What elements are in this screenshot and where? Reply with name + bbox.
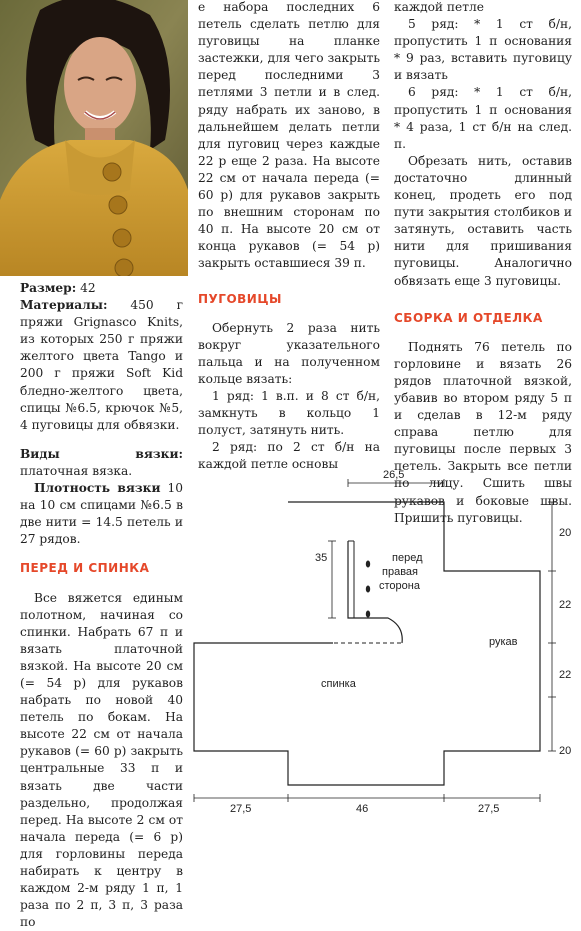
size-label: Размер: [20,281,76,295]
types-text: платочная вязка. [20,464,132,478]
size-value: 42 [80,281,96,295]
column-3 [394,0,572,527]
dim-right-1: 20 [559,527,571,539]
pattern-diagram [188,458,581,821]
model-photo-image [0,0,188,276]
assembly-text: Поднять 76 петель по горловине и вязать 26 рядов платочной вязкой, убавив во втором ряду 5 п и сделав в 12-м ряду справа петлю для пуговицы после первых 3 петель. Закрыть все петли по лицу. Сшить швы рукавов и боковые швы. Пришить пуговицы. [394,339,572,527]
model-photo [0,0,188,276]
size-line [20,280,183,297]
buttonhole-3 [366,611,370,618]
density-text: 10 на 10 см спицами №6.5 в две нити = 14.5 петель и 27 рядов. [20,481,183,546]
buttons-heading: ПУГОВИЦЫ [198,291,380,308]
dim-right-4: 20 [559,745,571,757]
density-line [20,480,183,548]
row5-text: 5 ряд: * 1 ст б/н, пропустить 1 п основания * 9 раз, вставить пуговицу и вязать [394,16,572,84]
types-label: Виды вязки: [20,447,183,461]
dim-front-height: 35 [315,552,327,564]
buttonhole-1 [366,561,370,568]
dim-top-width: 26,5 [383,469,404,481]
materials-label: Материалы: [20,298,107,312]
types-line [20,446,183,480]
buttons-row1: 1 ряд: 1 в.п. и 8 ст б/н, замкнуть в кольцо 1 полуст, затянуть нить. [198,388,380,439]
column-1 [20,280,183,931]
label-front-2: правая [382,566,418,578]
materials-line [20,297,183,434]
col3-top: каждой петле [394,0,572,16]
label-back: спинка [321,678,357,690]
buttonhole-2 [366,586,370,593]
dim-bottom-3: 27,5 [478,803,499,815]
label-front-3: сторона [379,580,421,592]
column-2 [198,0,380,473]
dim-bottom-2: 46 [356,803,368,815]
row6-text: 6 ряд: * 1 ст б/н, пропустить 1 п основания * 4 раза, 1 ст б/н на след. п. [394,84,572,152]
front-back-body: Все вяжется единым полотном, начиная со спинки. Набрать 67 п и вязать платочной вязкой. На высоте 20 см (= 54 р) для рукавов набрать по новой 40 петель по бокам. На высоте 22 см от начала рукавов (= 60 р) закрыть центральные 33 п и вязать две части раздельно, продолжая перед. На высоте 2 см от начала переда (= 6 р) для горловины переда набирать к центру в каждом 2-м ряду 1 п, 1 раза по 2 п, 3 п, 3 раза по [20,590,183,931]
label-sleeve: рукав [489,636,518,648]
label-front-1: перед [392,552,423,564]
density-label: Плотность вязки [34,481,161,495]
dim-right-3: 22 [559,669,571,681]
buttons-row2: 2 ряд: по 2 ст б/н на каждой петле основы [198,439,380,473]
materials-text: 450 г пряжи Grignasco Knits, из которых 250 г пряжи желтого цвета Tango и 200 г пряжи Soft Kid бледно-желтого цвета, спицы №6.5, крючок №5, 4 пуговицы для обвязки. [20,298,183,432]
assembly-heading: СБОРКА И ОТДЕЛКА [394,310,572,327]
buttons-intro: Обернуть 2 раза нить вокруг указательного пальца и на полученном кольце вязать: [198,320,380,388]
col2-body: е набора последних 6 петель сделать петлю для пуговицы на планке застежки, для чего закрыть перед последними 3 петлями 3 петли и в след. ряду набрать их заново, в дальнейшем делать петли для пуговиц через каждые 22 р еще 2 раза. На высоте 22 см от начала переда (= 60 р) для рукавов закрыть по внешним сторонам по 40 п. На высоте 20 см от конца рукавов (= 54 р) закрыть оставшиеся 39 п. [198,0,380,273]
cut-text: Обрезать нить, оставив достаточно длинный конец, продеть его под пути закрытия столбиков и затянуть, оставить часть нити для пришивания пуговицы. Аналогично обвязать еще 3 пуговицы. [394,153,572,290]
front-back-heading: ПЕРЕД И СПИНКА [20,560,183,577]
dim-right-2: 22 [559,599,571,611]
dim-bottom-1: 27,5 [230,803,251,815]
